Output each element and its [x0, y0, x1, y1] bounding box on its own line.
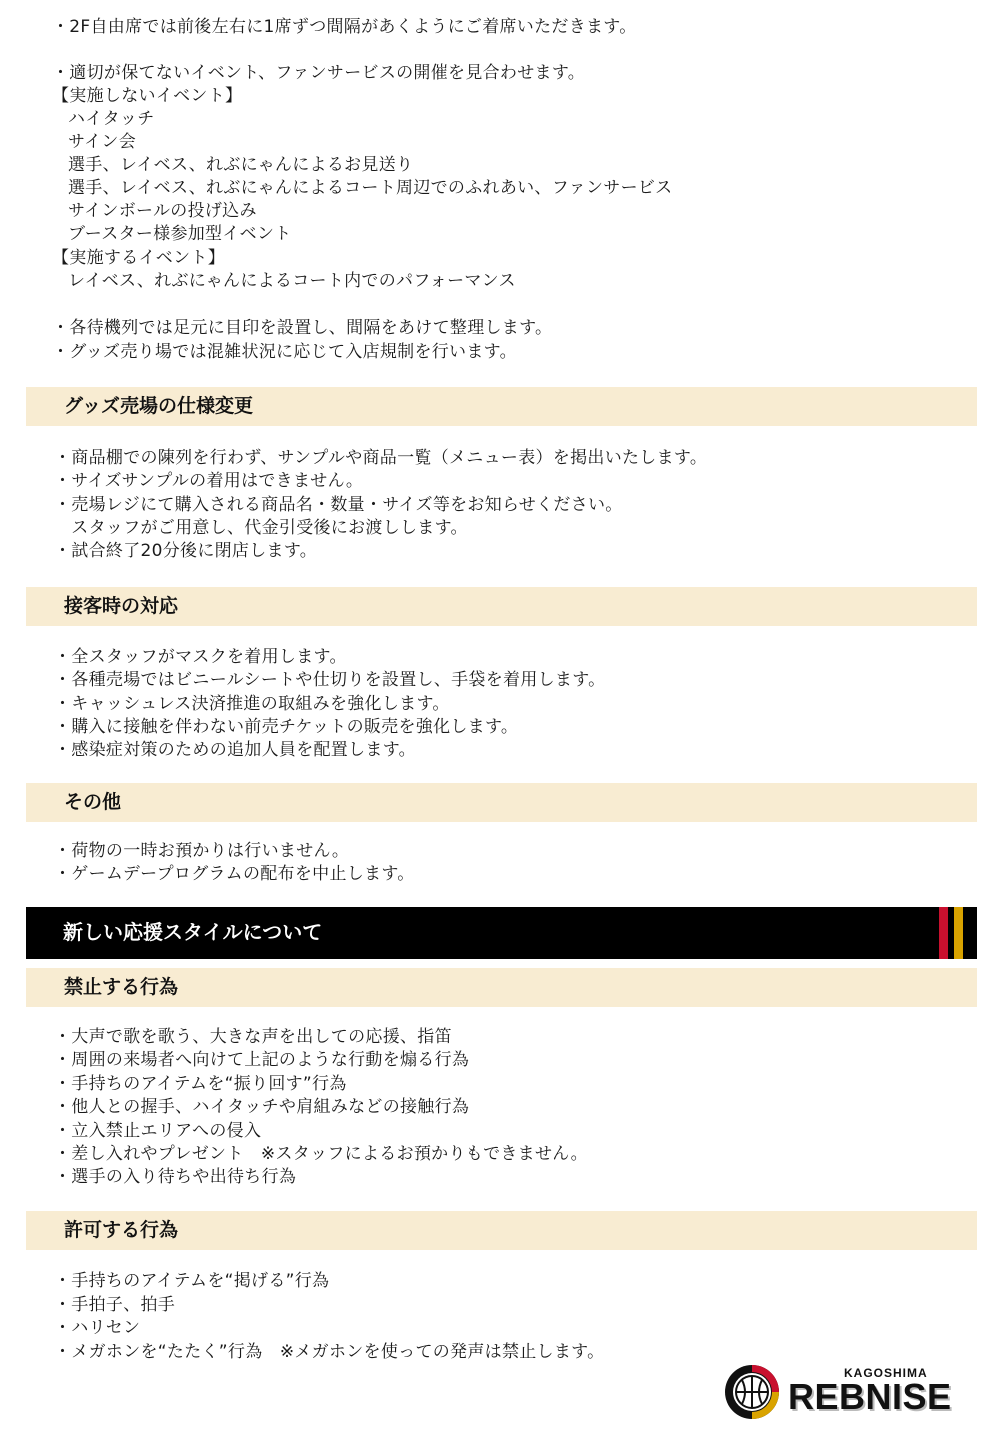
basketball-emblem-icon [724, 1364, 780, 1420]
section-title: その他 [64, 791, 122, 813]
list-item: ・感染症対策のための追加人員を配置します。 [54, 740, 416, 760]
list-item: ・荷物の一時お預かりは行いません。 [54, 841, 350, 861]
list-item: ・ゲームデープログラムの配布を中止します。 [54, 864, 415, 884]
list-item: ・購入に接触を伴わない前売チケットの販売を強化します。 [54, 717, 519, 737]
intro-line-queue: ・各待機列では足元に目印を設置し、間隔をあけて整理します。 [52, 318, 553, 338]
rebnise-logo [724, 1362, 969, 1422]
list-item: 選手、レイベス、れぶにゃんによるコート周辺でのふれあい、ファンサービス [68, 178, 673, 198]
list-item: ・選手の入り待ちや出待ち行為 [54, 1167, 297, 1187]
section-header-goods [26, 387, 977, 426]
list-item: ・全スタッフがマスクを着用します。 [54, 647, 347, 667]
list-item: ・売場レジにて購入される商品名・数量・サイズ等をお知らせください。 [54, 495, 623, 515]
section-title: 許可する行為 [64, 1219, 179, 1241]
list-item: 選手、レイベス、れぶにゃんによるお見送り [68, 155, 414, 175]
intro-line-goods: ・グッズ売り場では混雑状況に応じて入店規制を行います。 [52, 342, 517, 362]
section-header-new-style [26, 907, 977, 959]
not-held-heading: 【実施しないイベント】 [52, 86, 243, 106]
accent-stripe-gold [954, 907, 963, 959]
list-item: ・商品棚での陳列を行わず、サンプルや商品一覧（メニュー表）を掲出いたします。 [54, 448, 708, 468]
list-item: ・差し入れやプレゼント ※スタッフによるお預かりもできません。 [54, 1144, 588, 1164]
list-item: ・他人との握手、ハイタッチや肩組みなどの接触行為 [54, 1097, 470, 1117]
list-item: レイベス、れぶにゃんによるコート内でのパフォーマンス [68, 271, 516, 291]
list-item: ブースター様参加型イベント [68, 224, 292, 244]
list-item: ・大声で歌を歌う、大きな声を出しての応援、指笛 [54, 1027, 452, 1047]
list-item: ・メガホンを“たたく”行為 ※メガホンを使っての発声は禁止します。 [54, 1342, 605, 1362]
held-heading: 【実施するイベント】 [52, 248, 225, 268]
list-item: ・試合終了20分後に閉店します。 [54, 541, 318, 561]
list-item: サイン会 [68, 132, 137, 152]
intro-line-events: ・適切が保てないイベント、ファンサービスの開催を見合わせます。 [52, 63, 586, 83]
list-item: ハイタッチ [68, 109, 155, 129]
section-title: 禁止する行為 [64, 976, 179, 998]
list-item: ・手持ちのアイテムを“掲げる”行為 [54, 1271, 330, 1291]
section-header-service [26, 587, 977, 626]
list-item: スタッフがご用意し、代金引受後にお渡しします。 [54, 518, 468, 538]
list-item: ・手拍子、拍手 [54, 1295, 176, 1315]
list-item: ・立入禁止エリアへの侵入 [54, 1121, 262, 1141]
logo-subtitle: KAGOSHIMA [844, 1366, 928, 1380]
list-item: ・キャッシュレス決済推進の取組みを強化します。 [54, 694, 450, 714]
list-item: サインボールの投げ込み [68, 201, 257, 221]
accent-stripe-red [939, 907, 948, 959]
section-title: 新しい応援スタイルについて [63, 920, 323, 944]
list-item: ・周囲の来場者へ向けて上記のような行動を煽る行為 [54, 1050, 470, 1070]
section-header-other [26, 783, 977, 822]
section-title: グッズ売場の仕様変更 [64, 395, 254, 417]
intro-line-seating: ・2F自由席では前後左右に1席ずつ間隔があくようにご着席いただきます。 [52, 17, 637, 37]
logo-wordmark: REBNISE [788, 1376, 952, 1417]
list-item: ・各種売場ではビニールシートや仕切りを設置し、手袋を着用します。 [54, 670, 606, 690]
list-item: ・サイズサンプルの着用はできません。 [54, 471, 364, 491]
section-header-prohibited [26, 968, 977, 1007]
section-title: 接客時の対応 [64, 595, 179, 617]
list-item: ・ハリセン [54, 1318, 141, 1338]
section-header-permitted [26, 1211, 977, 1250]
list-item: ・手持ちのアイテムを“振り回す”行為 [54, 1074, 347, 1094]
